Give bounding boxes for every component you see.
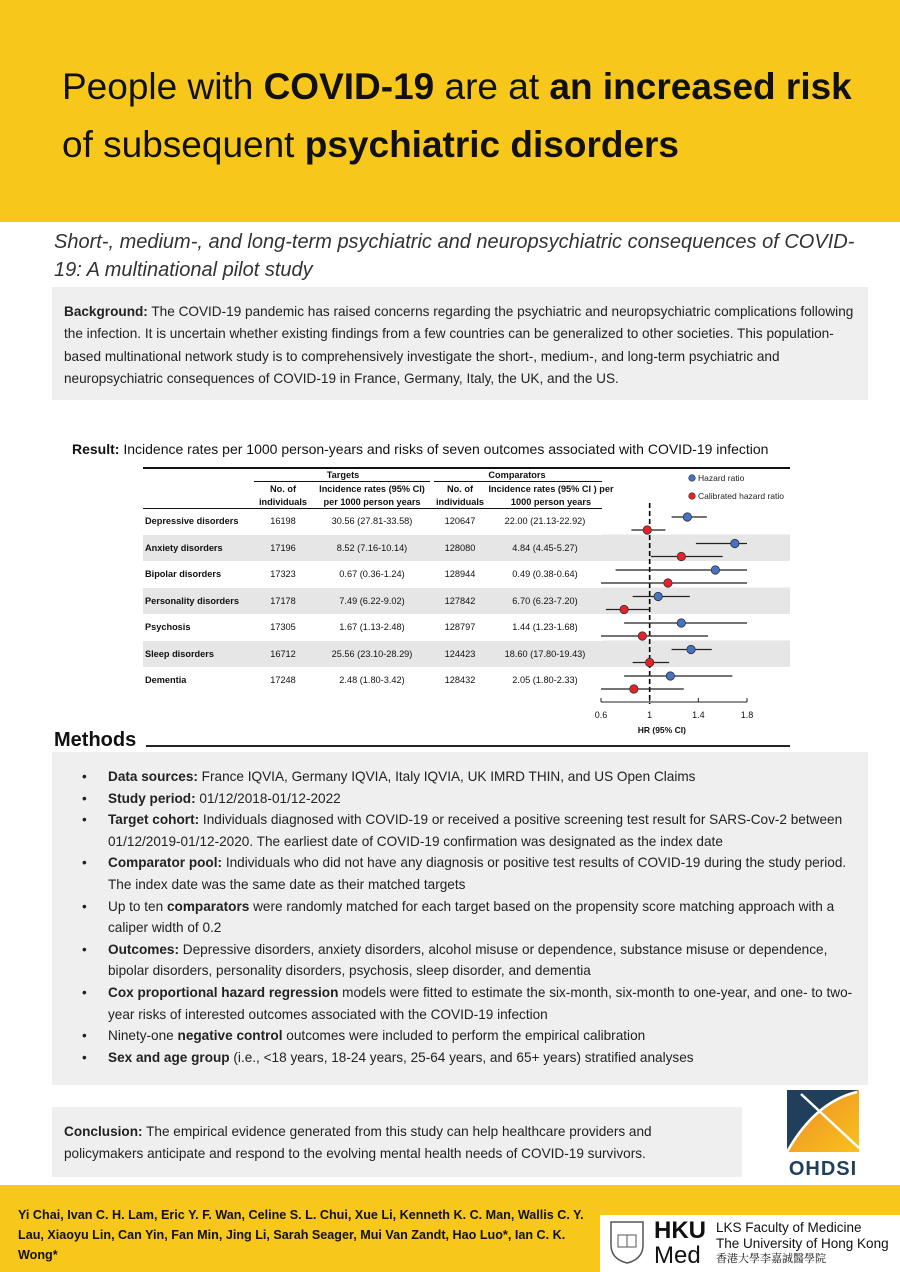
methods-item-bold: Outcomes:: [108, 941, 180, 957]
x-axis-label: HR (95% CI): [637, 725, 686, 735]
hku-line1: LKS Faculty of Medicine: [716, 1220, 862, 1235]
subtitle: Short-, medium-, and long-term psychiatric and neuropsychiatric consequences of COVID-19: A multinational pilot study: [54, 231, 855, 281]
cell-outcome: Personality disorders: [145, 595, 239, 606]
x-tick-label: 0.6: [594, 710, 608, 720]
point-hr: [711, 566, 719, 574]
methods-item: [82, 896, 858, 939]
methods-item-text: Ninety-one: [108, 1028, 178, 1044]
cell-c-n: 128080: [444, 542, 476, 553]
hku-faculty: [716, 1220, 889, 1267]
x-tick-label: 1.8: [740, 710, 754, 720]
x-tick-label: 1: [647, 710, 653, 720]
hku-crest-icon: [608, 1219, 646, 1265]
cell-t-n: 17248: [270, 675, 296, 685]
point-calibrated-hr: [664, 579, 672, 587]
methods-item-text: Individuals who did not have any diagnosis or positive test results of COVID-19 during the study period. The index date was the same date as their matched targets: [108, 855, 847, 892]
med-text: Med: [654, 1242, 701, 1269]
result-text: Incidence rates per 1000 person-years and risks of seven outcomes associated with COVID-19 infection: [119, 441, 769, 457]
cell-outcome: Dementia: [145, 675, 187, 685]
cell-outcome: Psychosis: [145, 622, 191, 632]
cell-t-n: 17178: [270, 595, 296, 606]
methods-box: [52, 752, 868, 1085]
cell-t-n: 17305: [270, 622, 296, 632]
methods-item-text: Depressive disorders, anxiety disorders, alcohol misuse or dependence, substance misuse or dependence, bipolar disorders, personality disorders, psychosis, sleep disorder, and dementia: [108, 941, 828, 979]
cell-t-ir: 30.56 (27.81-33.58): [331, 516, 413, 526]
methods-item-text: outcomes were included to perform the empirical calibration: [282, 1028, 646, 1044]
cell-t-ir: 7.49 (6.22-9.02): [339, 595, 405, 606]
title-seg: psychiatric disorders: [304, 124, 680, 165]
conclusion-label: Conclusion:: [64, 1124, 143, 1139]
cell-c-n: 120647: [444, 516, 476, 526]
methods-item-bold: comparators: [166, 898, 250, 914]
conclusion-text: The empirical evidence generated from this study can help healthcare providers and policymakers anticipate and respond to the evolving mental health needs of COVID-19 survivors.: [64, 1124, 652, 1161]
point-calibrated-hr: [620, 605, 628, 613]
cell-t-ir: 1.67 (1.13-2.48): [339, 622, 405, 632]
point-calibrated-hr: [677, 552, 685, 560]
legend-marker: [689, 475, 696, 482]
methods-item: [82, 809, 858, 852]
cell-outcome: Depressive disorders: [145, 516, 239, 526]
header-t-n: No. of individuals: [259, 484, 307, 507]
cell-t-ir: 25.56 (23.10-28.29): [331, 648, 413, 659]
cell-c-ir: 1.44 (1.23-1.68): [512, 622, 578, 632]
methods-item-text: (i.e., <18 years, 18-24 years, 25-64 years, and 65+ years) stratified analyses: [229, 1049, 694, 1065]
point-hr: [687, 645, 695, 653]
point-calibrated-hr: [645, 658, 653, 666]
cell-outcome: Anxiety disorders: [145, 542, 223, 553]
background-label: Background:: [64, 304, 148, 319]
cell-c-ir: 22.00 (21.13-22.92): [504, 516, 586, 526]
conclusion-box: [52, 1107, 742, 1177]
header-comparators: Comparators: [488, 470, 546, 480]
hku-chinese: 香港大學李嘉誠醫學院: [716, 1252, 826, 1265]
x-tick-label: 1.4: [692, 710, 705, 720]
cell-t-ir: 8.52 (7.16-10.14): [336, 542, 408, 553]
point-calibrated-hr: [638, 632, 646, 640]
methods-item-bold: negative control: [177, 1028, 283, 1044]
cell-c-n: 127842: [444, 595, 476, 606]
legend-label: Calibrated hazard ratio: [698, 491, 784, 501]
cell-c-ir: 0.49 (0.38-0.64): [512, 569, 578, 579]
methods-item-text: models were fitted to estimate the six-month, six-month to one-year, and one- to two-year risks of interested outcomes associated with the COVID-19 infection: [108, 984, 853, 1022]
point-calibrated-hr: [643, 526, 651, 534]
point-hr: [654, 592, 662, 600]
cell-c-n: 128944: [444, 569, 476, 579]
methods-item-text: France IQVIA, Germany IQVIA, Italy IQVIA, UK IMRD THIN, and US Open Claims: [197, 769, 696, 784]
header-targets: Targets: [326, 470, 360, 480]
cell-t-n: 16198: [270, 516, 296, 526]
methods-item-text: 01/12/2018-01/12-2022: [195, 790, 341, 806]
cell-c-n: 128797: [444, 622, 476, 632]
ohdsi-logo: [785, 1090, 861, 1182]
ohdsi-emblem-icon: [785, 1090, 861, 1152]
cell-c-ir: 2.05 (1.80-2.33): [512, 675, 578, 685]
methods-item-bold: Cox proportional hazard regression: [108, 984, 339, 1000]
methods-rule: [146, 745, 790, 747]
cell-t-ir: 0.67 (0.36-1.24): [339, 569, 405, 579]
methods-item: [82, 852, 858, 895]
methods-item: [82, 982, 858, 1025]
header-c-n: No. of individuals: [436, 484, 484, 507]
header-t-ir: Incidence rates (95% CI) per 1000 person years: [319, 484, 425, 507]
methods-heading: Methods: [54, 729, 137, 751]
methods-item-text: Individuals diagnosed with COVID-19 or received a positive screening test result for SARS-Cov-2 between 01/12/2019-01/12-2020. The earliest date of COVID-19 confirmation was designated as the index date: [108, 812, 843, 849]
cell-c-ir: 4.84 (4.45-5.27): [512, 542, 578, 553]
point-hr: [666, 672, 674, 680]
cell-c-ir: 18.60 (17.80-19.43): [504, 648, 586, 659]
legend-label: Hazard ratio: [698, 473, 745, 483]
background-text: The COVID-19 pandemic has raised concerns regarding the psychiatric and neuropsychiatric complications following the infection. It is uncertain whether existing findings from a few countries can be generalized to other societies. This population-based multinational network study is to comprehensively investigate the short-, medium-, and long-term psychiatric and neuropsychiatric consequences of COVID-19 in France, Germany, Italy, the UK, and the US.: [64, 304, 854, 386]
cell-t-ir: 2.48 (1.80-3.42): [339, 675, 405, 685]
title-seg: are at: [434, 66, 550, 107]
methods-item: [82, 788, 858, 810]
point-hr: [683, 513, 691, 521]
header-c-ir: Incidence rates (95% CI ) per 1000 person years: [488, 484, 614, 507]
methods-item-bold: Sex and age group: [108, 1049, 230, 1065]
legend-marker: [689, 493, 696, 500]
title-seg: COVID-19: [263, 66, 435, 107]
result-label: Result:: [72, 441, 120, 457]
methods-item-text: were randomly matched for each target based on the propensity score matching approach with a caliper width of 0.2: [108, 898, 835, 936]
cell-t-n: 17196: [270, 542, 296, 553]
authors: Yi Chai, Ivan C. H. Lam, Eric Y. F. Wan, Celine S. L. Chui, Xue Li, Kenneth K. C. Man, Wallis C. Y. Lau, Xiaoyu Lin, Can Yin, Fan Min, Jing Li, Sarah Seager, Mui Van Zandt, Hao Luo*, Ian C. K. Wong*: [18, 1208, 584, 1262]
methods-item-bold: Target cohort:: [108, 812, 200, 828]
methods-item-bold: Study period:: [108, 790, 196, 806]
methods-item-bold: Comparator pool:: [108, 855, 223, 871]
methods-item-text: Up to ten: [108, 898, 167, 914]
methods-item-bold: Data sources:: [108, 769, 198, 784]
title-seg: an increased risk: [549, 66, 852, 107]
cell-c-ir: 6.70 (6.23-7.20): [512, 595, 578, 606]
row-shade: [602, 641, 790, 668]
cell-outcome: Bipolar disorders: [145, 569, 222, 579]
title-seg: of subsequent: [62, 124, 305, 165]
cell-t-n: 16712: [270, 648, 296, 659]
methods-item: [82, 1047, 858, 1069]
cell-t-n: 17323: [270, 569, 296, 579]
point-hr: [677, 619, 685, 627]
cell-c-n: 128432: [444, 675, 476, 685]
hku-line2: The University of Hong Kong: [716, 1235, 889, 1251]
title-seg: People with: [62, 66, 264, 107]
methods-item: [82, 939, 858, 982]
hku-logo: [600, 1215, 900, 1272]
cell-c-n: 124423: [444, 648, 476, 659]
cell-outcome: Sleep disorders: [145, 648, 214, 659]
methods-item: [82, 1025, 858, 1047]
ohdsi-wordmark: OHDSI: [788, 1158, 858, 1180]
point-hr: [731, 539, 739, 547]
methods-item: [82, 766, 858, 788]
hku-wordmark: [654, 1218, 706, 1268]
hku-text: HKU: [654, 1217, 706, 1244]
point-calibrated-hr: [630, 685, 638, 693]
